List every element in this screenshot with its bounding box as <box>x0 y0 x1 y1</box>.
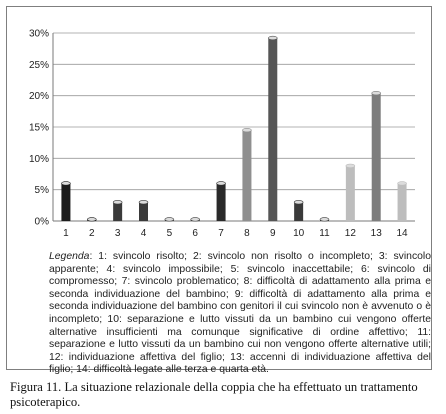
x-tick-label: 3 <box>114 228 121 239</box>
bar-body <box>346 166 355 221</box>
x-tick-label: 12 <box>344 228 356 239</box>
bar-body <box>268 38 277 221</box>
bar-top <box>242 128 251 132</box>
y-tick-label: 5% <box>34 185 49 197</box>
bar-body <box>113 202 122 221</box>
chart-legend-text <box>49 251 431 377</box>
gridlines <box>53 33 415 221</box>
bar-body <box>61 183 70 221</box>
x-tick-label: 1 <box>63 228 69 239</box>
bar-top <box>372 91 381 95</box>
bar-5 <box>165 218 174 222</box>
bar-8 <box>242 128 251 221</box>
bar-top <box>61 182 70 186</box>
y-tick-label: 15% <box>28 122 49 134</box>
bar-body <box>242 130 251 221</box>
bar-7 <box>217 182 226 221</box>
bar-1 <box>61 182 70 221</box>
bar-top <box>165 218 174 222</box>
bar-chart <box>7 7 433 247</box>
figure-caption: Figura 11. La situazione relazionale della coppia che ha effettuato un trattamento psicoterapico. <box>10 380 418 409</box>
bar-body <box>398 183 407 221</box>
bar-12 <box>346 164 355 221</box>
bar-top <box>294 200 303 204</box>
x-tick-label: 5 <box>166 228 173 239</box>
bar-body <box>139 202 148 221</box>
bar-top <box>217 182 226 186</box>
bar-top <box>398 182 407 186</box>
x-tick-label: 6 <box>192 228 198 239</box>
y-tick-label: 30% <box>28 28 49 40</box>
bar-body <box>294 202 303 221</box>
x-tick-label: 9 <box>270 228 276 239</box>
bar-body <box>217 183 226 221</box>
legend-lead: Legenda <box>49 251 90 262</box>
bar-13 <box>372 91 381 221</box>
y-tick-label: 0% <box>34 216 49 228</box>
x-tick-label: 14 <box>396 228 408 239</box>
bar-11 <box>320 218 329 222</box>
bar-top <box>346 164 355 168</box>
bar-top <box>113 200 122 204</box>
bar-top <box>87 218 96 222</box>
x-tick-label: 11 <box>319 228 330 239</box>
bar-top <box>268 36 277 40</box>
bar-top <box>139 200 148 204</box>
y-tick-label: 20% <box>28 91 49 103</box>
bar-body <box>372 93 381 221</box>
bar-top <box>191 218 200 222</box>
bar-4 <box>139 200 148 221</box>
bar-10 <box>294 200 303 221</box>
legend-body: : 1: svincolo risolto; 2: svincolo non risolto o incompleto; 3: svincolo apparente; 4: svincolo impossibile; 5: svincolo inaccettabile; 6: svincolo di compromesso; 7: svincolo problematico; 8: difficoltà di adattamento alla prima e seconda individuazione del bambino; 9: difficoltà di adattamento alla prima e seconda individuazione del bambino con genitori il cui svincolo non è avvenuto o è incompleto; 10: separazione e lutto vissuti da un bambino cui vengono offerte alternative insufficienti ma comunque significative di ordine affettivo; 11: separazione e lutto vissuti da un bambino cui non vengono offerte alternative utili; 12: individuazione affettiva del figlio; 13: accenni di individuazione affettiva del figlio; 14: difficoltà legate alle terza e quarta età. <box>49 251 431 376</box>
y-tick-label: 25% <box>28 59 49 71</box>
bar-14 <box>398 182 407 221</box>
x-tick-label: 2 <box>89 228 95 239</box>
bar-top <box>320 218 329 222</box>
bar-6 <box>191 218 200 222</box>
bar-3 <box>113 200 122 221</box>
bar-2 <box>87 218 96 222</box>
x-tick-label: 4 <box>140 228 147 239</box>
x-tick-label: 13 <box>370 228 382 239</box>
x-tick-label: 10 <box>293 228 305 239</box>
x-tick-label: 8 <box>244 228 250 239</box>
figure-frame <box>6 6 432 376</box>
bar-9 <box>268 36 277 221</box>
x-tick-label: 7 <box>218 228 224 239</box>
y-tick-label: 10% <box>28 153 49 165</box>
